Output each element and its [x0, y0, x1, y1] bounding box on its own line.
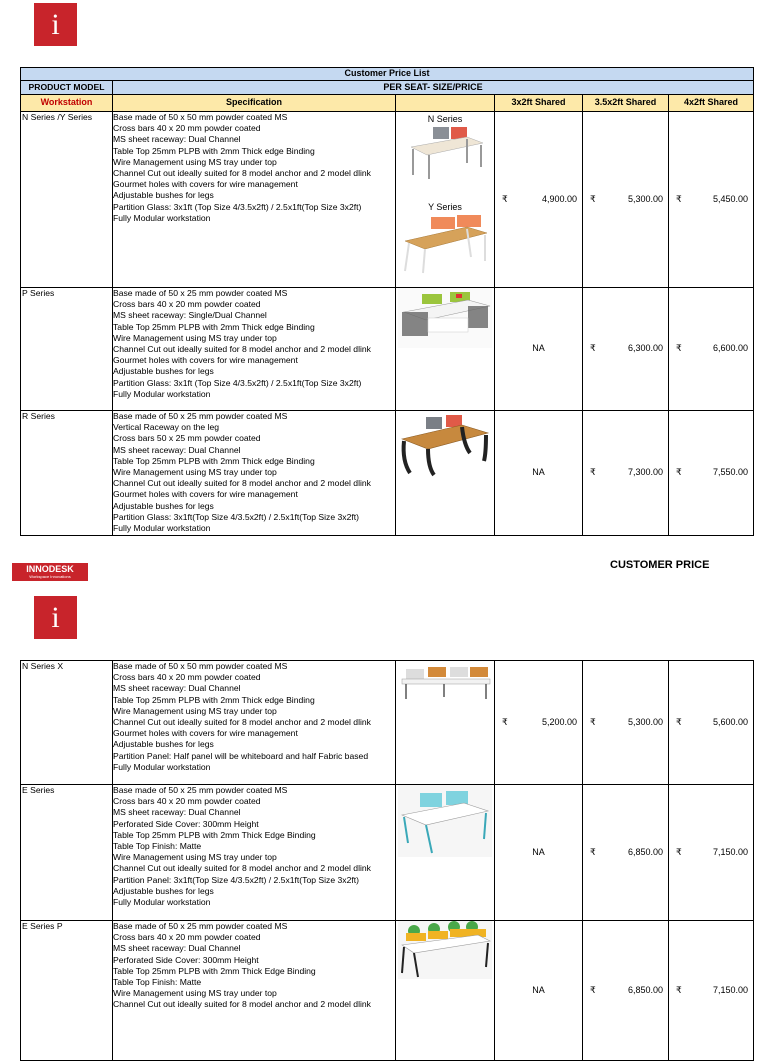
model-name: N Series X: [21, 661, 113, 785]
innodesk-logo: INNODESK Workspace Innovations: [12, 563, 88, 581]
product-image: [396, 785, 495, 921]
product-image: [396, 661, 495, 785]
table-row: [21, 661, 754, 785]
product-model-header: PRODUCT MODEL: [21, 81, 113, 95]
price-cell: NA: [495, 288, 583, 411]
table-row: [21, 785, 754, 921]
specification-text: Base made of 50 x 25 mm powder coated MS Vertical Raceway on the leg Cross bars 50 x 25 mm powder coated MS sheet raceway: Dual Channel Table Top 25mm PLPB with 2mm Thick edge Binding Wire Management using MS tray under top Channel Cut out ideally suited for 8 model anchor and 2 model dlink Gourmet holes with covers for wire management Adjustable bushes for legs Partition Glass: 3x1ft(Top Size 4/3.5x2ft) / 2.5x1ft(Top Size 3x2ft) Fully Modular workstation: [113, 411, 396, 536]
model-name: E Series P: [21, 921, 113, 1061]
size-header-3-5x2: 3.5x2ft Shared: [583, 95, 669, 112]
specification-text: Base made of 50 x 25 mm powder coated MS Cross bars 40 x 20 mm powder coated MS sheet raceway: Dual Channel Perforated Side Cover: 300mm Height Table Top 25mm PLPB with 2mm Thick Edge Binding Table Top Finish: Matte Wire Management using MS tray under top Channel Cut out ideally suited for 8 model anchor and 2 model dlink Partition Panel: 3x1ft(Top Size 4/3.5x2ft) / 2.5x1ft(Top Size 3x2ft) Adjustable bushes for legs Fully Modular workstation: [113, 785, 396, 921]
price-cell: ₹ 7,150.00: [669, 921, 754, 1061]
price-table-1: [20, 67, 754, 536]
price-cell: ₹ 7,150.00: [669, 785, 754, 921]
price-cell: NA: [495, 921, 583, 1061]
model-name: N Series /Y Series: [21, 112, 113, 288]
table-row: [21, 112, 754, 288]
price-cell: NA: [495, 411, 583, 536]
y-series-desk-icon: [401, 213, 489, 275]
logo-icon: i: [34, 596, 77, 639]
price-cell: ₹ 4,900.00: [495, 112, 583, 288]
price-cell: ₹ 7,550.00: [669, 411, 754, 536]
size-header-4x2: 4x2ft Shared: [669, 95, 754, 112]
image-header: [396, 95, 495, 112]
per-seat-header: PER SEAT- SIZE/PRICE: [113, 81, 754, 95]
p-series-desk-icon: [398, 288, 492, 348]
r-series-desk-icon: [398, 411, 492, 479]
product-image: [396, 288, 495, 411]
workstation-header: Workstation: [21, 95, 113, 112]
product-image: [396, 411, 495, 536]
specification-text: Base made of 50 x 50 mm powder coated MS Cross bars 40 x 20 mm powder coated MS sheet raceway: Dual Channel Table Top 25mm PLPB with 2mm Thick edge Binding Wire Management using MS tray under top Channel Cut out ideally suited for 8 model anchor and 2 model dlink Gourmet holes with covers for wire management Adjustable bushes for legs Partition Glass: 3x1ft (Top Size 4/3.5x2ft) / 2.5x1ft(Top Size 3x2ft) Fully Modular workstation: [113, 112, 396, 288]
price-cell: ₹ 6,850.00: [583, 785, 669, 921]
price-cell: ₹ 7,300.00: [583, 411, 669, 536]
specification-text: Base made of 50 x 25 mm powder coated MS Cross bars 40 x 20 mm powder coated MS sheet raceway: Dual Channel Perforated Side Cover: 300mm Height Table Top 25mm PLPB with 2mm Thick Edge Binding Table Top Finish: Matte Wire Management using MS tray under top Channel Cut out ideally suited for 8 model anchor and 2 model dlink: [113, 921, 396, 1061]
logo-icon: i: [34, 3, 77, 46]
e-series-desk-icon: [398, 785, 492, 857]
price-cell: ₹ 6,600.00: [669, 288, 754, 411]
product-image: [396, 112, 495, 288]
price-cell: ₹ 5,300.00: [583, 661, 669, 785]
price-cell: ₹ 6,300.00: [583, 288, 669, 411]
n-series-x-desk-icon: [398, 661, 492, 701]
specification-header: Specification: [113, 95, 396, 112]
size-header-3x2: 3x2ft Shared: [495, 95, 583, 112]
specification-text: Base made of 50 x 50 mm powder coated MS Cross bars 40 x 20 mm powder coated MS sheet raceway: Dual Channel Table Top 25mm PLPB with 2mm Thick edge Binding Wire Management using MS tray under top Channel Cut out ideally suited for 8 model anchor and 2 model dlink Gourmet holes with covers for wire management Adjustable bushes for legs Partition Panel: Half panel will be whiteboard and half Fabric based Fully Modular workstation: [113, 661, 396, 785]
e-series-p-desk-icon: [398, 921, 492, 979]
price-cell: ₹ 5,600.00: [669, 661, 754, 785]
image-label: N Series: [427, 114, 463, 124]
price-cell: ₹ 5,200.00: [495, 661, 583, 785]
table-row: [21, 411, 754, 536]
price-table-2: [20, 660, 754, 1061]
image-label: Y Series: [428, 202, 462, 213]
product-image: [396, 921, 495, 1061]
customer-price-heading: CUSTOMER PRICE: [610, 559, 710, 571]
price-cell: NA: [495, 785, 583, 921]
n-series-desk-icon: [405, 125, 485, 180]
table-row: [21, 921, 754, 1061]
specification-text: Base made of 50 x 25 mm powder coated MS Cross bars 40 x 20 mm powder coated MS sheet raceway: Single/Dual Channel Table Top 25mm PLPB with 2mm Thick edge Binding Wire Management using MS tray under top Channel Cut out ideally suited for 8 model anchor and 2 model dlink Gourmet holes with covers for wire management Adjustable bushes for legs Partition Glass: 3x1ft (Top Size 4/3.5x2ft) / 2.5x1ft(Top Size 3x2ft) Fully Modular workstation: [113, 288, 396, 411]
table-row: [21, 288, 754, 411]
price-cell: ₹ 6,850.00: [583, 921, 669, 1061]
table-title: Customer Price List: [21, 68, 754, 81]
price-cell: ₹ 5,450.00: [669, 112, 754, 288]
model-name: R Series: [21, 411, 113, 536]
price-cell: ₹ 5,300.00: [583, 112, 669, 288]
model-name: P Series: [21, 288, 113, 411]
model-name: E Series: [21, 785, 113, 921]
